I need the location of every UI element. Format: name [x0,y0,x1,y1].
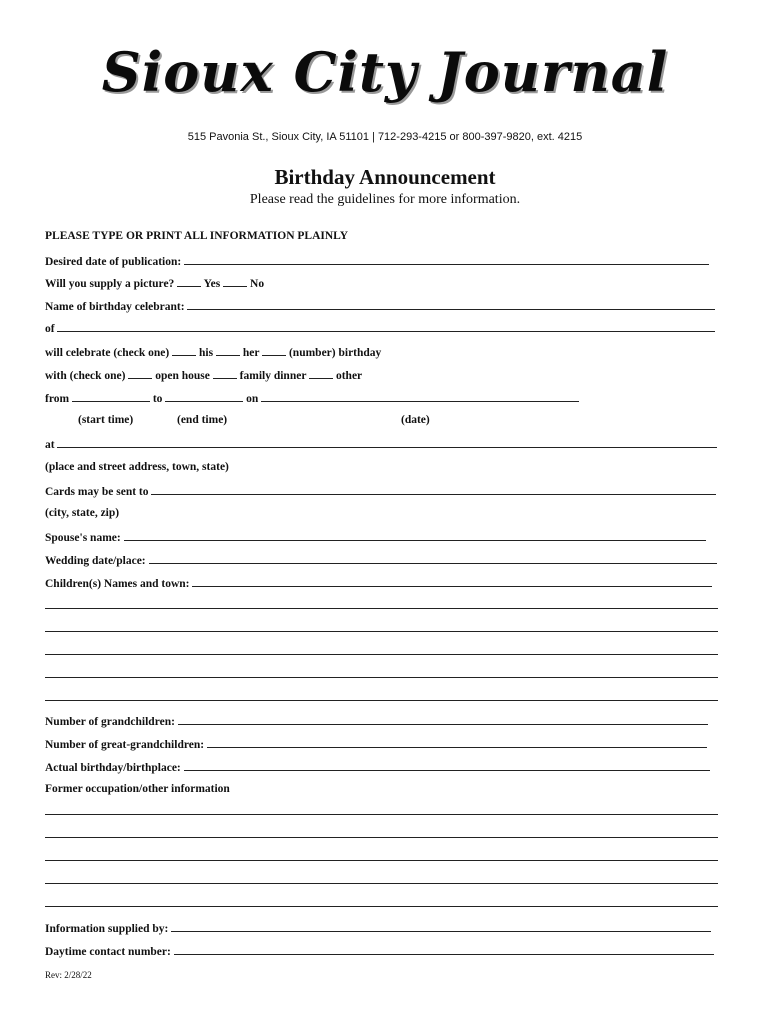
start-time-field[interactable] [72,391,150,402]
children-line-2[interactable] [45,631,718,632]
start-time-caption: (start time) [78,414,134,426]
his-blank[interactable] [172,345,196,356]
date-field[interactable] [261,391,579,402]
grandchildren-field[interactable] [178,714,708,725]
spouse-row [45,530,706,544]
cards-row [45,484,716,498]
children-field[interactable] [192,576,712,587]
from-row [45,391,579,405]
her-blank[interactable] [216,345,240,356]
grandchildren-label: Number of grandchildren: [45,716,175,728]
picture-yes-label: Yes [203,278,221,290]
spouse-field[interactable] [124,530,706,541]
form-title: Birthday Announcement [274,165,496,189]
place-caption: (place and street address, town, state) [45,461,229,473]
picture-no-label: No [250,278,265,290]
great-grandchildren-row [45,737,707,751]
from-label: from [45,393,70,405]
revision-note: Rev: 2/28/22 [45,970,92,980]
with-row [45,368,362,382]
actual-birthday-field[interactable] [184,760,710,771]
his-label: his [198,347,214,359]
actual-birthday-label: Actual birthday/birthplace: [45,762,181,774]
picture-label: Will you supply a picture? [45,278,175,290]
open-house-label: open house [155,370,210,382]
end-time-field[interactable] [165,391,243,402]
of-label: of [45,323,55,335]
celebrant-label: Name of birthday celebrant: [45,301,185,313]
daytime-label: Daytime contact number: [45,946,171,958]
daytime-row [45,944,714,958]
picture-row [45,276,264,290]
supplied-by-label: Information supplied by: [45,923,169,935]
number-blank[interactable] [262,345,286,356]
supplied-by-row [45,921,711,935]
supplied-by-field[interactable] [171,921,711,932]
of-field[interactable] [57,321,715,332]
desired-date-row [45,254,709,268]
at-label: at [45,439,55,451]
will-celebrate-label: will celebrate (check one) [45,347,170,359]
former-line-2[interactable] [45,837,718,838]
great-grandchildren-field[interactable] [207,737,707,748]
address-line: 515 Pavonia St., Sioux City, IA 51101 | 712-293-4215 or 800-397-9820, ext. 4215 [187,131,583,143]
celebrant-field[interactable] [187,299,715,310]
wedding-field[interactable] [149,553,717,564]
former-line-5[interactable] [45,906,718,907]
children-line-1[interactable] [45,608,718,609]
open-house-blank[interactable] [128,368,152,379]
picture-yes-blank[interactable] [177,276,201,287]
with-check-label: with (check one) [45,370,126,382]
former-line-3[interactable] [45,860,718,861]
family-dinner-label: family dinner [239,370,307,382]
children-line-3[interactable] [45,654,718,655]
cards-label: Cards may be sent to [45,486,149,498]
end-time-caption: (end time) [177,414,228,426]
at-field[interactable] [57,437,717,448]
cards-field[interactable] [151,484,716,495]
desired-date-label: Desired date of publication: [45,256,182,268]
actual-birthday-row [45,760,710,774]
celebrant-row [45,299,715,313]
city-state-zip-caption: (city, state, zip) [45,507,120,519]
former-occupation-label: Former occupation/other information [45,783,230,795]
picture-no-blank[interactable] [223,276,247,287]
daytime-field[interactable] [174,944,714,955]
number-birthday-label: (number) birthday [288,347,382,359]
masthead-logo: Sioux City Journal [101,40,669,104]
wedding-label: Wedding date/place: [45,555,146,567]
children-row [45,576,712,590]
spouse-label: Spouse's name: [45,532,121,544]
to-label: to [152,393,163,405]
will-celebrate-row [45,345,381,359]
date-caption: (date) [401,414,430,426]
former-line-1[interactable] [45,814,718,815]
family-dinner-blank[interactable] [213,368,237,379]
her-label: her [242,347,260,359]
wedding-row [45,553,717,567]
children-line-4[interactable] [45,677,718,678]
at-row [45,437,717,451]
form-subtitle: Please read the guidelines for more information. [249,192,521,207]
other-label: other [335,370,363,382]
former-line-4[interactable] [45,883,718,884]
on-label: on [246,393,259,405]
other-blank[interactable] [309,368,333,379]
of-row [45,321,715,335]
instruction: PLEASE TYPE OR PRINT ALL INFORMATION PLAINLY [45,230,349,242]
great-grandchildren-label: Number of great-grandchildren: [45,739,205,751]
desired-date-field[interactable] [184,254,709,265]
children-line-5[interactable] [45,700,718,701]
children-label: Children(s) Names and town: [45,578,190,590]
grandchildren-row [45,714,708,728]
